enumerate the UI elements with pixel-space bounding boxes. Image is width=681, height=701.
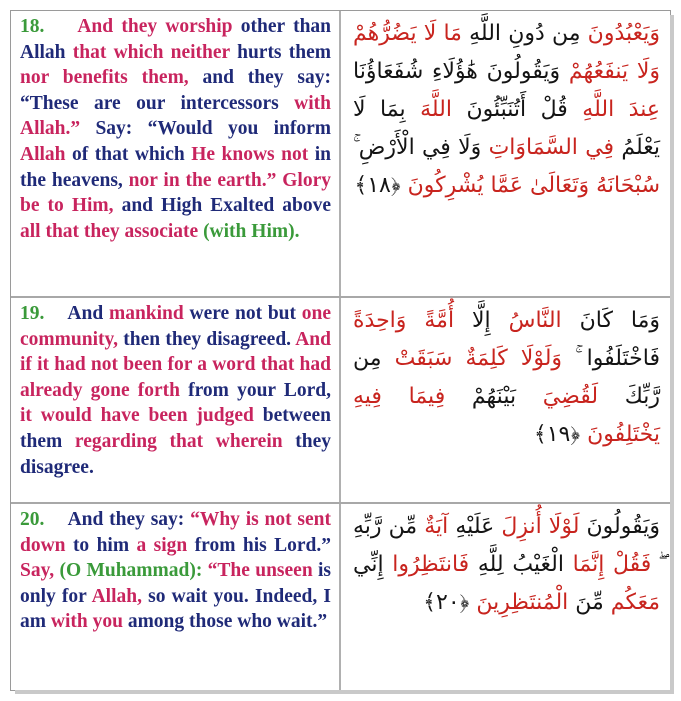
text-segment: عَلَيْهِ xyxy=(448,514,495,539)
text-segment: عَمَّا يُشْرِكُونَ xyxy=(400,173,524,198)
verse-row-18 xyxy=(11,11,670,296)
text-segment: أُمَّةً وَاحِدَةً xyxy=(353,308,455,333)
text-segment: وَلَا فِي الْأَرْضِ ۚ xyxy=(353,135,482,160)
english-translation-18 xyxy=(11,11,341,296)
text-segment: they disagree. xyxy=(20,430,331,478)
text-segment: And they worship xyxy=(77,16,241,37)
text-segment: عِندَ اللَّهِ xyxy=(567,97,660,122)
text-segment: between them xyxy=(20,405,331,452)
text-segment: from his Lord.” xyxy=(194,534,332,556)
text-segment: He knows not xyxy=(191,143,315,165)
arabic-text-20 xyxy=(343,504,670,690)
text-segment: ﴿١٩﴾ xyxy=(533,422,581,447)
text-segment: مَعَكُم xyxy=(603,590,660,615)
text-segment: Allah, xyxy=(91,585,149,607)
text-segment: سُبْحَانَهُ وَتَعَالَىٰ xyxy=(523,173,660,198)
text-segment: إِلَّا xyxy=(454,308,491,333)
text-segment: اللَّهَ xyxy=(405,97,452,122)
text-segment: And they say: xyxy=(67,509,191,530)
english-translation-20 xyxy=(11,504,341,690)
text-segment: الْمُنتَظِرِينَ xyxy=(469,590,569,615)
text-segment: بِمَا لَا يَعْلَمُ xyxy=(353,97,660,160)
verse-table xyxy=(10,10,671,691)
text-segment: وَلَوْلَا كَلِمَةٌ سَبَقَتْ xyxy=(381,346,563,371)
verse-number-18: 18. xyxy=(20,16,45,37)
text-segment: بَيْنَهُمْ xyxy=(445,384,517,409)
english-translation-19 xyxy=(11,298,341,502)
text-segment: and they say: “These are our intercessors xyxy=(20,67,331,114)
text-segment: لَوْلَا أُنزِلَ xyxy=(494,514,580,539)
text-segment: فَقُلْ إِنَّمَا xyxy=(563,552,652,577)
text-segment: يَخْتَلِفُونَ xyxy=(580,422,660,447)
text-segment: مَا لَا يَضُرُّهُمْ xyxy=(353,21,462,46)
text-segment: it would have been judged xyxy=(20,405,263,427)
arabic-text-18 xyxy=(343,11,670,296)
text-segment: from your Lord, xyxy=(188,379,331,401)
text-segment: (O Muhammad): xyxy=(59,560,208,582)
text-segment: وَمَا كَانَ xyxy=(561,308,660,333)
text-segment: فَاخْتَلَفُوا ۚ xyxy=(562,346,661,371)
verse-row-20 xyxy=(11,502,670,690)
text-segment: a sign xyxy=(136,534,195,556)
arabic-text-19 xyxy=(343,298,670,502)
verse-row-19 xyxy=(11,296,670,502)
text-segment: And xyxy=(67,303,109,324)
text-segment: فِيمَا فِيهِ xyxy=(353,384,446,409)
text-segment: مِّنَ xyxy=(568,590,604,615)
text-segment: مِن رَّبِّكَ xyxy=(353,346,660,409)
frame-shadow-bottom xyxy=(15,690,674,694)
text-segment: and High Exalted above xyxy=(121,195,331,217)
text-segment: “The unseen xyxy=(207,560,318,582)
text-segment: (with Him). xyxy=(203,220,300,242)
text-segment: all that they associate xyxy=(20,220,204,242)
text-segment: فَانتَظِرُوا xyxy=(383,552,470,577)
text-segment: مِن دُونِ اللَّهِ xyxy=(461,21,581,46)
text-segment: وَلَا يَنفَعُهُمْ xyxy=(560,59,660,84)
english-text-19 xyxy=(20,303,331,478)
text-segment: were not but xyxy=(189,303,302,324)
text-segment: is only for xyxy=(20,560,331,607)
text-segment: so wait you. Indeed, I am xyxy=(20,585,332,633)
text-segment: nor benefits them, xyxy=(20,67,203,89)
text-segment: قُلْ أَتُنَبِّئُونَ xyxy=(451,97,568,122)
text-segment: وَيَعْبُدُونَ xyxy=(580,21,660,46)
text-segment: Say, xyxy=(20,560,60,582)
text-segment: فِي السَّمَاوَاتِ xyxy=(481,135,615,160)
text-segment: Glory be to Him, xyxy=(20,169,331,217)
text-segment: with Allah.” xyxy=(20,92,331,140)
text-segment: other than Allah xyxy=(20,16,332,63)
text-segment: ﴿١٨﴾ xyxy=(354,173,401,198)
text-segment: in the heavens, xyxy=(20,143,331,191)
text-segment: regarding that wherein xyxy=(74,430,296,452)
text-segment: hurts them xyxy=(237,41,331,63)
text-segment: then they disagreed. xyxy=(123,328,296,350)
text-segment: And if it had not been for a word that had already gone forth xyxy=(20,328,331,401)
text-segment: ﴿٢٠﴾ xyxy=(423,590,470,615)
text-segment: آيَةٌ xyxy=(417,514,449,539)
english-text-18 xyxy=(20,16,331,242)
text-segment: Say: “Would you inform xyxy=(95,118,331,140)
text-segment: مِّن رَّبِّهِ ۖ xyxy=(353,514,660,577)
text-segment: وَيَقُولُونَ xyxy=(579,514,660,539)
text-segment: لَقُضِيَ xyxy=(516,384,599,409)
text-segment: الْغَيْبُ لِلَّهِ xyxy=(469,552,564,577)
text-segment: with you xyxy=(50,611,128,633)
frame-shadow-right xyxy=(670,15,674,694)
text-segment: that which neither xyxy=(72,41,238,63)
text-segment: among those who wait.” xyxy=(127,611,328,633)
verse-number-19: 19. xyxy=(20,303,45,324)
text-segment: one community, xyxy=(20,303,332,350)
text-segment: إِنِّي xyxy=(353,552,384,577)
text-segment: النَّاسُ xyxy=(490,308,562,333)
english-text-20 xyxy=(20,509,331,632)
verse-number-20: 20. xyxy=(20,509,45,530)
text-segment: Allah xyxy=(20,143,73,165)
text-segment: وَيَقُولُونَ هَٰؤُلَاءِ شُفَعَاؤُنَا xyxy=(353,59,561,84)
text-segment: of that which xyxy=(72,143,192,165)
text-segment: “Why is not sent down xyxy=(20,509,331,556)
text-segment: nor in the earth.” xyxy=(128,169,283,191)
text-segment: to him xyxy=(72,534,137,556)
text-segment: mankind xyxy=(108,303,190,324)
